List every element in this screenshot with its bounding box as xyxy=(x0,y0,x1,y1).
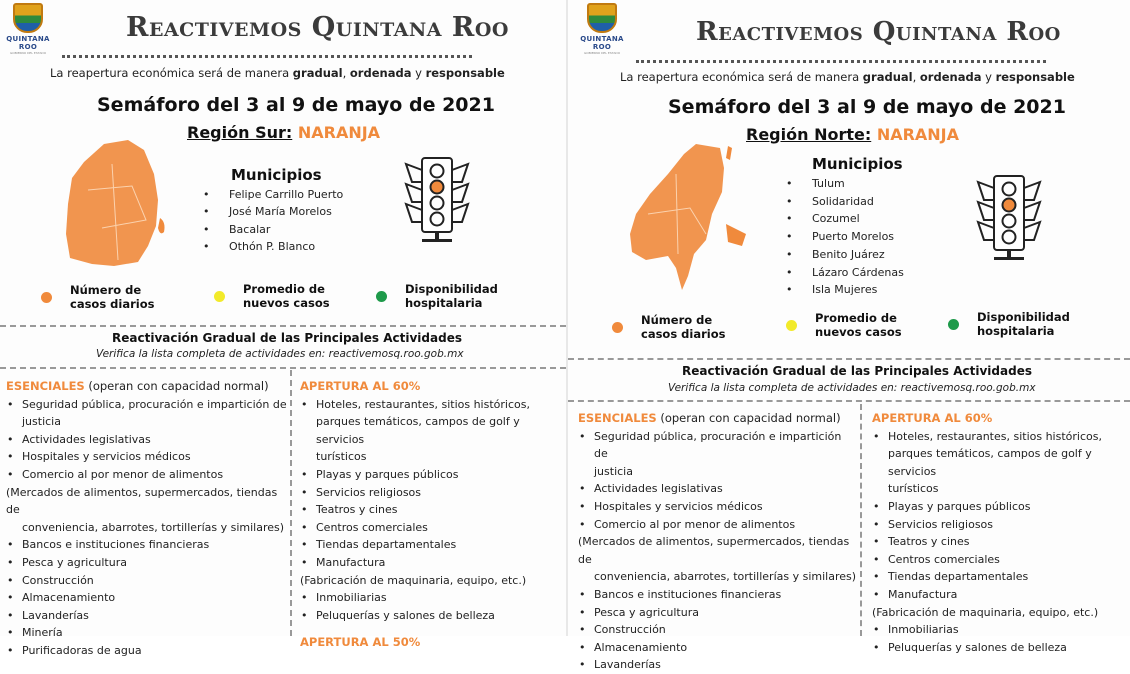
municipio-item: • José María Morelos xyxy=(203,203,343,220)
indicator-promedio xyxy=(214,282,330,310)
column-divider xyxy=(860,404,862,636)
municipio-item: • Puerto Morelos xyxy=(786,228,904,246)
list-item: • Hoteles, restaurantes, sitios históricos, xyxy=(872,428,1130,446)
list-item: • Teatros y cines xyxy=(872,533,1130,551)
list-item: • Playas y parques públicos xyxy=(872,498,1130,516)
green-dot-icon xyxy=(948,319,959,330)
list-item: turísticos xyxy=(316,450,367,464)
municipios-list xyxy=(203,186,343,255)
list-item: • Lavanderías xyxy=(578,656,858,674)
infographic-region-sur xyxy=(0,0,566,657)
list-item: • Bancos e instituciones financieras xyxy=(578,586,858,604)
indicator-label: Número de xyxy=(641,313,713,327)
list-item: conveniencia, abarrotes, tortillerías y similares) xyxy=(594,570,857,584)
coat-of-arms-icon xyxy=(587,3,617,33)
list-item: conveniencia, abarrotes, tortillerías y similares) xyxy=(22,520,285,534)
municipio-item: • Solidaridad xyxy=(786,193,904,211)
region-status: NARANJA xyxy=(876,125,960,144)
list-item: • Teatros y cines xyxy=(300,501,566,519)
traffic-light-icon xyxy=(974,174,1044,262)
region-name: Región Norte: xyxy=(746,125,872,144)
apertura-column xyxy=(872,410,1130,656)
indicator-label: casos diarios xyxy=(70,297,155,311)
list-item: • Playas y parques públicos xyxy=(300,466,566,484)
indicator-casos xyxy=(612,313,725,341)
list-item: • Comercio al por menor de alimentos xyxy=(6,466,288,484)
list-item: • Peluquerías y salones de belleza xyxy=(872,639,1130,657)
indicator-label: casos diarios xyxy=(641,327,726,341)
municipio-item: • Isla Mujeres xyxy=(786,281,904,299)
region-norte-map xyxy=(628,144,758,294)
municipio-item: • Tulum xyxy=(786,175,904,193)
apertura-column xyxy=(300,378,566,652)
list-item: • Actividades legislativas xyxy=(578,480,858,498)
indicator-label: Promedio de xyxy=(243,282,325,296)
coat-of-arms-icon xyxy=(13,3,43,33)
list-item: • Purificadoras de agua xyxy=(6,642,288,660)
dashed-divider xyxy=(0,325,566,327)
indicator-label: hospitalaria xyxy=(977,324,1055,338)
list-item: • Tiendas departamentales xyxy=(872,568,1130,586)
activities-title: Reactivación Gradual de las Principales Actividades xyxy=(682,364,1032,378)
municipio-item: • Cozumel xyxy=(786,210,904,228)
esenciales-list xyxy=(6,396,288,660)
list-item: • Hospitales y servicios médicos xyxy=(578,498,858,516)
apertura60-list xyxy=(872,428,1130,657)
list-item: • Peluquerías y salones de belleza xyxy=(300,607,566,625)
green-dot-icon xyxy=(376,291,387,302)
dashed-divider xyxy=(568,358,1130,360)
page-title: Reactivemos Quintana Roo xyxy=(696,17,1061,47)
dotted-divider xyxy=(62,55,472,58)
indicator-disponibilidad xyxy=(376,282,498,310)
list-item: (Fabricación de maquinaria, equipo, etc.) xyxy=(872,605,1099,619)
list-item: • Almacenamiento xyxy=(6,589,288,607)
logo-subtext: GOBIERNO DEL ESTADO xyxy=(583,51,621,55)
apertura60-header: APERTURA AL 60% xyxy=(872,411,993,425)
yellow-dot-icon xyxy=(786,320,797,331)
indicator-label: hospitalaria xyxy=(405,296,483,310)
region-label xyxy=(746,125,959,144)
logo-subtext: GOBIERNO DEL ESTADO xyxy=(9,51,47,55)
apertura60-header: APERTURA AL 60% xyxy=(300,379,421,393)
page-title: Reactivemos Quintana Roo xyxy=(126,12,509,43)
list-item: (Mercados de alimentos, supermercados, tiendas de xyxy=(6,485,278,517)
municipios-title: Municipios xyxy=(812,155,903,173)
apertura50-header: APERTURA AL 50% xyxy=(300,635,421,650)
region-label xyxy=(187,123,380,142)
list-item: justicia xyxy=(22,415,61,429)
logo-text: QUINTANA ROO xyxy=(6,35,50,51)
quintana-roo-logo xyxy=(571,3,633,55)
list-item: • Hospitales y servicios médicos xyxy=(6,448,288,466)
esenciales-header: ESENCIALES (operan con capacidad normal) xyxy=(6,379,269,393)
region-name: Región Sur: xyxy=(187,123,293,142)
list-item: parques temáticos, campos de golf y servicios xyxy=(316,415,520,446)
indicator-promedio xyxy=(786,311,902,339)
list-item: parques temáticos, campos de golf y servicios xyxy=(888,447,1092,478)
municipio-item: • Othón P. Blanco xyxy=(203,238,343,255)
indicator-label: Disponibilidad xyxy=(405,282,498,296)
indicator-disponibilidad xyxy=(948,310,1070,338)
list-item: • Centros comerciales xyxy=(300,519,566,537)
list-item: • Hoteles, restaurantes, sitios históricos, xyxy=(300,396,566,414)
subtitle: La reapertura económica será de manera gradual, ordenada y responsable xyxy=(620,70,1075,84)
list-item: • Construcción xyxy=(6,572,288,590)
esenciales-list xyxy=(578,428,858,674)
list-item: • Minería xyxy=(6,624,288,642)
logo-text: QUINTANA ROO xyxy=(580,35,624,51)
indicator-label: Promedio de xyxy=(815,311,897,325)
list-item: • Bancos e instituciones financieras xyxy=(6,536,288,554)
indicator-label: Número de xyxy=(70,283,142,297)
municipio-item: • Benito Juárez xyxy=(786,246,904,264)
municipios-list xyxy=(786,175,904,299)
orange-dot-icon xyxy=(41,292,52,303)
list-item: • Servicios religiosos xyxy=(872,516,1130,534)
list-item: • Actividades legislativas xyxy=(6,431,288,449)
list-item: turísticos xyxy=(888,482,939,496)
list-item: • Servicios religiosos xyxy=(300,484,566,502)
activities-title: Reactivación Gradual de las Principales Actividades xyxy=(112,331,462,345)
list-item: • Manufactura xyxy=(300,554,566,572)
esenciales-column xyxy=(6,378,288,660)
dashed-divider xyxy=(568,400,1130,402)
dotted-divider xyxy=(636,60,1046,63)
semaforo-heading: Semáforo del 3 al 9 de mayo de 2021 xyxy=(97,94,495,116)
list-item: • Centros comerciales xyxy=(872,551,1130,569)
yellow-dot-icon xyxy=(214,291,225,302)
indicator-label: Disponibilidad xyxy=(977,310,1070,324)
indicator-label: nuevos casos xyxy=(815,325,902,339)
list-item: • Lavanderías xyxy=(6,607,288,625)
semaforo-heading: Semáforo del 3 al 9 de mayo de 2021 xyxy=(668,96,1066,118)
infographic-region-norte xyxy=(568,0,1130,672)
municipio-item: • Lázaro Cárdenas xyxy=(786,264,904,282)
list-item: • Tiendas departamentales xyxy=(300,536,566,554)
list-item: justicia xyxy=(594,464,633,478)
list-item: • Inmobiliarias xyxy=(300,589,566,607)
quintana-roo-logo xyxy=(4,3,52,55)
region-sur-map xyxy=(62,140,182,270)
esenciales-column xyxy=(578,410,858,674)
indicator-label: nuevos casos xyxy=(243,296,330,310)
region-status: NARANJA xyxy=(297,123,381,142)
orange-dot-icon xyxy=(612,322,623,333)
list-item: • Almacenamiento xyxy=(578,639,858,657)
list-item: • Construcción xyxy=(578,621,858,639)
list-item: (Fabricación de maquinaria, equipo, etc.) xyxy=(300,573,527,587)
list-item: • Pesca y agricultura xyxy=(6,554,288,572)
indicator-casos xyxy=(41,283,154,311)
list-item: • Pesca y agricultura xyxy=(578,604,858,622)
municipio-item: • Felipe Carrillo Puerto xyxy=(203,186,343,203)
dashed-divider xyxy=(0,367,566,369)
traffic-light-icon xyxy=(402,156,472,244)
list-item: • Seguridad pública, procuración e impartición de xyxy=(6,396,288,414)
municipio-item: • Bacalar xyxy=(203,221,343,238)
activities-note: Verifica la lista completa de actividades en: reactivemosq.roo.gob.mx xyxy=(96,348,464,360)
list-item: • Inmobiliarias xyxy=(872,621,1130,639)
list-item: • Comercio al por menor de alimentos xyxy=(578,516,858,534)
list-item: (Mercados de alimentos, supermercados, tiendas de xyxy=(578,535,850,566)
esenciales-header: ESENCIALES (operan con capacidad normal) xyxy=(578,411,841,425)
activities-note: Verifica la lista completa de actividades en: reactivemosq.roo.gob.mx xyxy=(668,382,1036,394)
apertura60-list xyxy=(300,396,566,625)
municipios-title: Municipios xyxy=(231,166,322,184)
subtitle: La reapertura económica será de manera gradual, ordenada y responsable xyxy=(50,66,505,80)
list-item: • Seguridad pública, procuración e impartición de xyxy=(578,428,858,463)
list-item: • Manufactura xyxy=(872,586,1130,604)
column-divider xyxy=(290,370,292,636)
